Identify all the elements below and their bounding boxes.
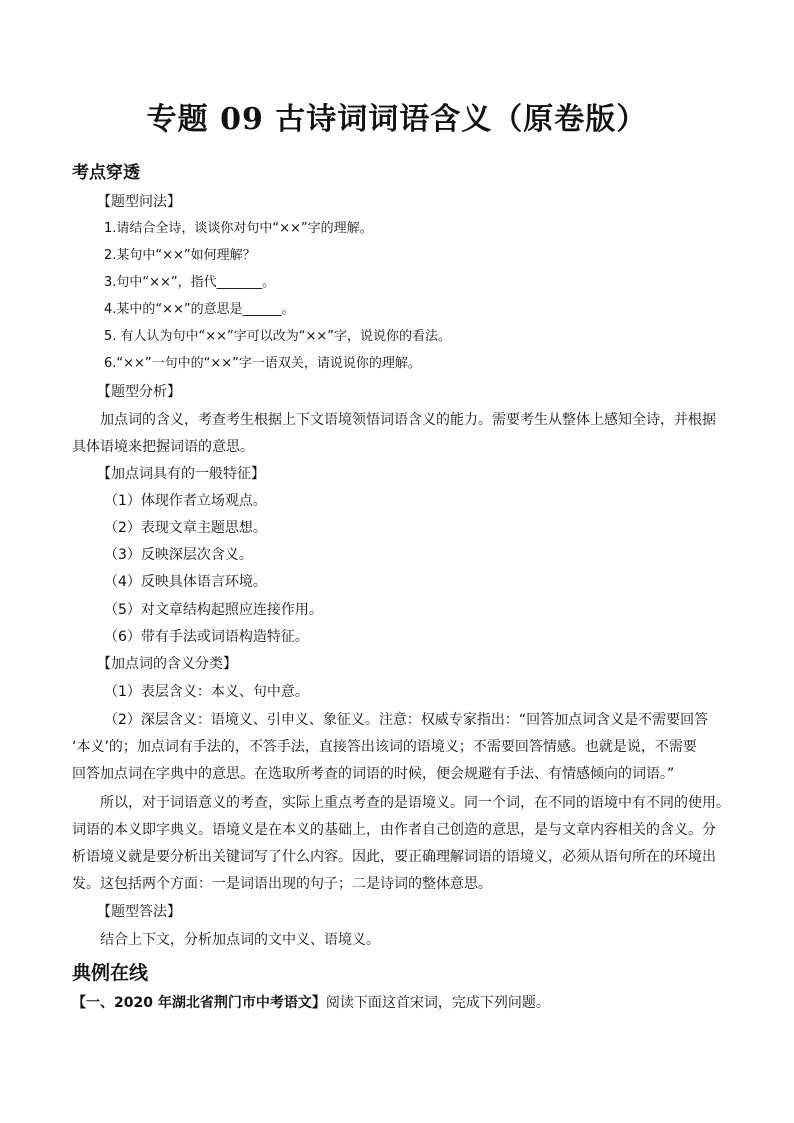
fenlei-item-1: （1）表层含义：本义、句中意。 [104, 684, 309, 700]
tezheng-item-5: （5）对文章结构起照应连接作用。 [104, 602, 323, 618]
example-instruction: 阅读下面这首宋词，完成下列问题。 [325, 995, 550, 1011]
label-tezheng: 【加点词具有的一般特征】 [97, 466, 265, 482]
section-heading-kaodian: 考点穿透 [72, 163, 140, 183]
wenfa-item-2: 2.某句中“××”如何理解？ [104, 248, 256, 263]
tezheng-item-6: （6）带有手法或词语构造特征。 [104, 629, 309, 645]
tezheng-item-3: （3）反映深层次含义。 [104, 547, 253, 563]
wenfa-item-3: 3.句中“××”，指代_______。 [104, 275, 276, 290]
section-heading-dianli: 典例在线 [72, 962, 149, 984]
wenfa-item-5: 5. 有人认为句中“××”字可以改为“××”字，说说你的看法。 [104, 329, 452, 344]
fenlei-paragraph-line-3: 析语境义就是要分析出关键词写了什么内容。因此，要正确理解词语的语境义，必须从语句所在的环境出 [72, 849, 716, 865]
label-wenfa: 【题型问法】 [97, 194, 181, 210]
tezheng-item-1: （1）体现作者立场观点。 [104, 493, 267, 509]
tezheng-item-2: （2）表现文章主题思想。 [104, 520, 267, 536]
fenlei-paragraph-line-2: 词语的本义即字典义。语境义是在本义的基础上，由作者自己创造的意思，是与文章内容相关的含义。分 [72, 822, 716, 838]
tezheng-item-4: （4）反映具体语言环境。 [104, 574, 267, 590]
example-line [0, 993, 794, 1013]
fenxi-paragraph-line-1: 加点词的含义，考查考生根据上下文语境领悟词语含义的能力。需要考生从整体上感知全诗，并根据 [100, 412, 716, 428]
fenlei-paragraph-line-1: 所以，对于词语意义的考查，实际上重点考查的是语境义。同一个词，在不同的语境中有不同的使用。 [100, 795, 730, 811]
example-source-tag: 【一、2020 年湖北省荆门市中考语文】 [72, 995, 326, 1011]
label-fenxi: 【题型分析】 [97, 384, 181, 400]
fenxi-paragraph-line-2: 具体语境来把握词语的意思。 [72, 439, 254, 455]
fenlei-item-2-line-3: 回答加点词在字典中的意思。在选取所考查的词语的时候，便会规避有手法、有情感倾向的词语。” [72, 766, 675, 782]
dafa-text: 结合上下文，分析加点词的文中义、语境义。 [100, 932, 380, 948]
wenfa-item-6: 6.“××”一句中的“××”字一语双关，请说说你的理解。 [104, 356, 421, 371]
fenlei-item-2-line-1: （2）深层含义：语境义、引申义、象征义。注意：权威专家指出：“回答加点词含义是不需要回答 [104, 712, 709, 728]
fenlei-paragraph-line-4: 发。这包括两个方面：一是词语出现的句子；二是诗词的整体意思。 [72, 876, 492, 892]
label-dafa: 【题型答法】 [97, 904, 181, 920]
wenfa-item-1: 1.请结合全诗，谈谈你对句中“××”字的理解。 [104, 221, 373, 236]
page-title: 专题 09 古诗词词语含义（原卷版） [146, 102, 648, 137]
fenlei-item-2-line-2: ‘本义’的；加点词有手法的，不答手法，直接答出该词的语境义；不需要回答情感。也就是说，不需要 [72, 739, 697, 755]
label-fenlei: 【加点词的含义分类】 [97, 656, 237, 672]
wenfa-item-4: 4.某中的“××”的意思是______。 [104, 302, 295, 317]
